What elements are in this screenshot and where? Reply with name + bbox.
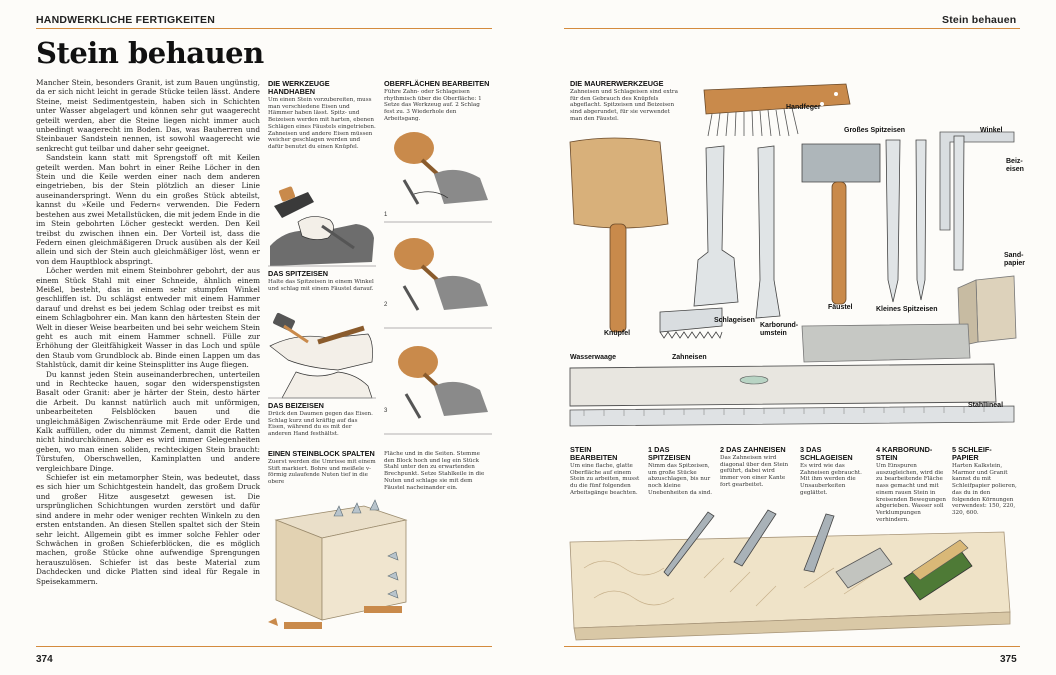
step-title: STEIN BEARBEITEN: [570, 445, 618, 462]
label-karborundumstein: Karborund-umstein: [760, 322, 799, 337]
section-oberflaechen: [384, 80, 492, 123]
running-header: HANDWERKLICHE FERTIGKEITEN: [36, 14, 216, 26]
body-paragraph: Schiefer ist ein metamorpher Stein, was bedeutet, dass es sich hier um Schichtgestein handelt, das großem Druck und großer Hitze ausgesetzt gewesen ist. Die ursprünglichen Schichtungen wurden zerstört und dafür sind andere in mehr oder weniger rechten Winkeln zu den ersten entstanden. An diesen Stellen spaltet sich der Stein sehr leicht. Allgemein gibt es immer solche Fehler oder Schwächen in großen Schieferblöcken, die es möglich machen, große Stücke ohne aufwendige Sprengungen herauszulösen. Schiefer ist das beste Material zum Dachdecken und dicke Platten sind ideal für Regale in Speisekammern.: [36, 473, 260, 586]
section-text: Zahneisen und Schlageisen sind extra für den Gebrauch des Knüpfels abgeflacht. Spitzeisen und Beizeisen sind abgerundet, für sie verwendet man den Fäustel.: [570, 89, 678, 122]
step-zahneisen: [720, 446, 790, 489]
page-number: 375: [1000, 654, 1017, 665]
label-faeustel: Fäustel: [828, 304, 853, 311]
label-stahllineal: Stahllineal: [968, 402, 1004, 409]
section-title: DAS SPITZEISEN: [268, 269, 329, 278]
label-sandpapier: Sand-papier: [1004, 252, 1026, 267]
label-grosses-spitzeisen: Großes Spitzeisen: [844, 127, 906, 134]
body-paragraph: Löcher werden mit einem Steinbohrer gebohrt, der aus einem Stück Stahl mit einer Schneide, ähnlich einem Meißel, besteht, das in einem sehr stumpfen Winkel geschliffen ist. Du schlägst entweder mit einem Hammer darauf und drehst es bei jedem Schlag oder treibst es mit einem Schlagbohrer ein. Man kann den härtesten Stein der Welt in dieser Weise bearbeiten und bei sehr weichem Stein geht es auch mit einem Hammer schnell. Fülle zur Erhöhung der Gleitfähigkeit Wasser in das Loch und spüle den Staub vom Grundblock ab. Binde einen Lappen um das Stahlstück, damit dir keine Steinsplitter ins Auge fliegen.: [36, 266, 260, 370]
step-title: 1 DAS SPITZEISEN: [648, 445, 691, 462]
page-title: Stein behauen: [36, 36, 264, 70]
step-text: Um eine flache, glatte Oberfläche auf einem Stein zu arbeiten, musst du die fünf folgenden Arbeitsgänge beachten.: [570, 463, 640, 496]
step-title: 2 DAS ZAHNEISEN: [720, 445, 786, 454]
section-text: Fläche und in die Seiten. Stemme den Block hoch und leg ein Stück Stahl unter den zu erwartenden Brechpunkt. Setze Stahlkeile in die Nuten und schlage sie mit dem Fäustel nacheinander ein.: [384, 451, 485, 491]
section-text: Führe Zahn- oder Schlageisen rhythmisch über die Oberfläche: 1 Setze das Werkzeug auf. 2 Schlag fest zu. 3 Wiederhole den Arbeitsgang.: [384, 89, 482, 122]
step-number: 2: [384, 302, 388, 308]
section-text: Um einen Stein vorzubereiten, muss man verschiedene Eisen und Hämmer haben lässt. Spitz- und Beizeisen werden mit harten, ebenen Schlägen eines Fäustels eingetrieben. Zahneisen und andere Eisen müssen weicher geschlagen werden und dafür benutzt du einen Knüpfel.: [268, 97, 376, 150]
label-wasserwaage: Wasserwaage: [570, 354, 617, 361]
right-page: [528, 0, 1056, 675]
step-schleifpapier: [952, 446, 1018, 517]
label-kleines-spitzeisen: Kleines Spitzeisen: [876, 306, 938, 313]
stone-slab-illustration: [564, 508, 1020, 642]
footer-rule: [564, 646, 1020, 647]
step-text: Nimm das Spitzeisen, um große Stücke abzuschlagen, bis nur noch kleine Unebenheiten da sind.: [648, 463, 713, 496]
section-title: DIE MAURERWERKZEUGE: [570, 79, 664, 88]
step-title: 4 KARBORUND-STEIN: [876, 445, 933, 462]
step-schlageisen: [800, 446, 872, 497]
section-title: OBERFLÄCHEN BEARBEITEN: [384, 79, 490, 88]
running-header: Stein behauen: [942, 14, 1017, 26]
section-text: Halte das Spitzeisen in einem Winkel und schlag mit einem Fäustel darauf.: [268, 279, 374, 292]
body-paragraph: Du kannst jeden Stein auseinanderbrechen, unterteilen und in Rechtecke hauen, sogar den widerspenstigsten Basalt oder Granit: aber je härter der Stein, desto härter die Arbeit. Du kannst natürlich auch mit unförmigen, unbearbeiteten Felsblöcken bauen und die ungleichmäßigen Zwischenräume mit Erde oder Erde und Kalk auffüllen, oder du nimmst Zement, damit die Ratten nicht hindurchkönnen. Aber es wird immer Gelegenheiten geben, wo man einen soliden, rechteckigen Stein braucht: Türstufen, Oberschwellen, Kaminplatten und andere vergleichbare Dinge.: [36, 369, 260, 473]
section-title: DIE WERKZEUGE HANDHABEN: [268, 79, 330, 96]
step-spitzeisen: [648, 446, 714, 497]
section-werkzeuge: [268, 80, 376, 151]
spitzeisen-hand-illustration: [268, 166, 376, 270]
section-spitzeisen: [268, 270, 376, 292]
footer-rule: [36, 646, 492, 647]
header-rule: [564, 28, 1020, 29]
main-body-text: [36, 78, 260, 586]
maurerwerkzeuge-illustration: [564, 80, 1020, 440]
label-handfeger: Handfeger: [786, 104, 821, 111]
label-winkel: Winkel: [980, 127, 1003, 134]
page-number: 374: [36, 654, 53, 665]
section-beizeisen: [268, 402, 376, 438]
beizeisen-hand-illustration: [268, 302, 376, 400]
step-text: Es wird wie das Zahneisen gebraucht. Mit ihm werden die Unsauberkeiten geglättet.: [800, 463, 862, 496]
header-rule: [36, 28, 492, 29]
label-knuepfel: Knüpfel: [604, 330, 631, 337]
body-paragraph: Mancher Stein, besonders Granit, ist zum Bauen ungünstig, da er sich nicht leicht in gerade Stücke teilen lässt. Andere Steine, meist Sedimentgestein, haben sich in Schichten unter Wasser abgelagert und können sehr gut waagerecht geteilt werden, aber die Steine liegen nicht immer auch unbedingt waagerecht im Boden. Das, was Bauherren und Steinbauer Sandstein nennen, ist sowohl waagerecht wie senkrecht gut teilbar und daher sehr geeignet.: [36, 78, 260, 153]
body-paragraph: Sandstein kann statt mit Sprengstoff oft mit Keilen geteilt werden. Man bohrt in einer Reihe Löcher in den Stein und die Keile werden einer nach dem anderen eingetrieben, bis der Stein plötzlich an dieser Linie auseinanderspringt. Wenn du ein großes Stück abteilst, kannst du »Keile und Federn« verwenden. Die Federn bestehen aus zwei Metallstücken, die mit jedem Ende in die im Stein gebohrten Löcher gesteckt werden. Den Keil treibst du zwischen ihnen ein. Der Vorteil ist, dass die Federn einen gleichmäßigeren Druck ausüben als der Keil allein und sich der Stein auch gleichmäßiger löst, wenn er von dem Hauptblock abspringt.: [36, 153, 260, 266]
step-title: 3 DAS SCHLAGEISEN: [800, 445, 853, 462]
section-title: DAS BEIZEISEN: [268, 401, 324, 410]
stone-block-illustration: [268, 502, 416, 640]
step-stein-bearbeiten: [570, 446, 640, 497]
step-title: 5 SCHLEIF-PAPIER: [952, 445, 992, 462]
label-zahneisen: Zahneisen: [672, 354, 707, 361]
section-steinblock: [268, 450, 376, 486]
step-text: Um Einspuren auszugleichen, wird die zu bearbeitende Fläche nass gemacht und mit einem rauen Stein in kreisenden Bewegungen abgerieben. Wasser soll Verklumpungen verhindern.: [876, 463, 947, 523]
section-steinblock-continued: [384, 450, 492, 491]
label-beizeisen: Beiz-eisen: [1006, 158, 1024, 173]
oberflaechen-steps-illustration: [384, 124, 492, 444]
section-text: Drück den Daumen gegen das Eisen. Schlag kurz und kräftig auf das Eisen, während du es mit der anderen Hand festhältst.: [268, 411, 373, 438]
section-text: Zuerst werden die Umrisse mit einem Stift markiert. Bohre und meißele v-förmig zulaufende Nuten tief in die obere: [268, 459, 376, 486]
step-text: Das Zahneisen wird diagonal über den Stein geführt, dabei wird immer von einer Kante fort gearbeitet.: [720, 455, 789, 488]
label-schlageisen: Schlageisen: [714, 317, 755, 324]
section-title: EINEN STEINBLOCK SPALTEN: [268, 449, 375, 458]
step-number: 1: [384, 212, 388, 218]
step-text: Harten Kalkstein, Marmor und Granit kannst du mit Schleifpapier polieren, das du in den folgenden Körnungen verwendest: 150, 220, 320, 600.: [952, 463, 1017, 516]
step-number: 3: [384, 408, 388, 414]
